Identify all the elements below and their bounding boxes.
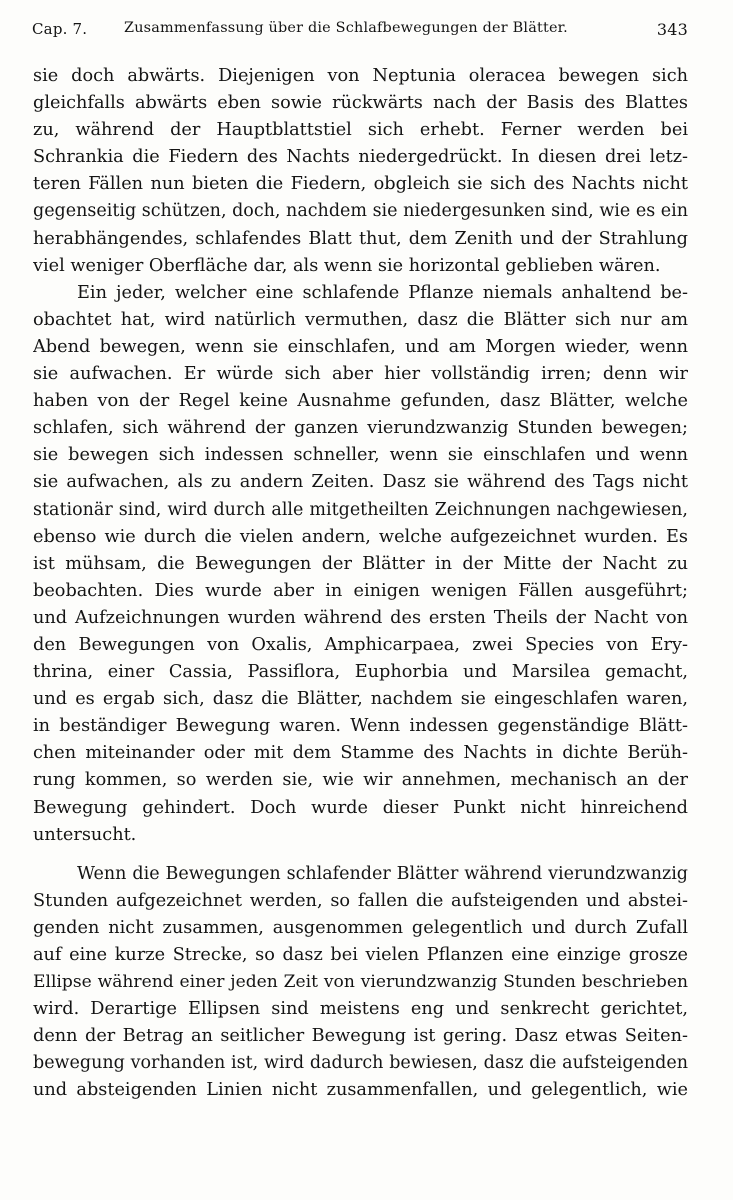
text-line: Stunden aufgezeichnet werden, so fallen die aufsteigenden und abstei- bbox=[33, 890, 688, 911]
text-line: bewegung vorhanden ist, wird dadurch bewiesen, dasz die aufsteigenden bbox=[33, 1053, 688, 1074]
text-line: Wenn die Bewegungen schlafender Blätter während vierundzwanzig bbox=[77, 863, 688, 884]
text-line: viel weniger Oberfläche dar, als wenn sie horizontal geblieben wären. bbox=[33, 255, 661, 276]
text-line: beobachten. Dies wurde aber in einigen wenigen Fällen ausgeführt; bbox=[33, 580, 688, 601]
text-line: ebenso wie durch die vielen andern, welche aufgezeichnet wurden. Es bbox=[33, 526, 688, 547]
text-line: denn der Betrag an seitlicher Bewegung ist gering. Dasz etwas Seiten- bbox=[33, 1026, 688, 1047]
text-line: Bewegung gehindert. Doch wurde dieser Punkt nicht hinreichend bbox=[33, 797, 688, 818]
text-line: chen miteinander oder mit dem Stamme des Nachts in dichte Berüh- bbox=[33, 743, 688, 764]
text-line: stationär sind, wird durch alle mitgetheilten Zeichnungen nachgewiesen, bbox=[33, 499, 688, 520]
text-line: herabhängendes, schlafendes Blatt thut, dem Zenith und der Strahlung bbox=[33, 228, 688, 249]
running-header bbox=[32, 20, 688, 46]
text-line: haben von der Regel keine Ausnahme gefunden, dasz Blätter, welche bbox=[33, 391, 688, 412]
page-number: 343 bbox=[656, 20, 688, 39]
text-line: Ein jeder, welcher eine schlafende Pflanze niemals anhaltend be- bbox=[77, 282, 688, 303]
chapter-label: Cap. 7. bbox=[32, 20, 88, 38]
body-text bbox=[33, 63, 688, 1105]
text-line: Ellipse während einer jeden Zeit von vierundzwanzig Stunden beschrieben bbox=[33, 972, 688, 993]
text-line: und absteigenden Linien nicht zusammenfallen, und gelegentlich, wie bbox=[33, 1080, 688, 1101]
text-line: gegenseitig schützen, doch, nachdem sie niedergesunken sind, wie es ein bbox=[33, 201, 688, 222]
text-line: und Aufzeichnungen wurden während des ersten Theils der Nacht von bbox=[33, 607, 688, 628]
text-line: sie aufwachen. Er würde sich aber hier vollständig irren; denn wir bbox=[33, 364, 688, 385]
text-line: sie aufwachen, als zu andern Zeiten. Dasz sie während des Tags nicht bbox=[33, 472, 688, 493]
text-line: sie bewegen sich indessen schneller, wenn sie einschlafen und wenn bbox=[33, 445, 688, 466]
text-line: wird. Derartige Ellipsen sind meistens eng und senkrecht gerichtet, bbox=[33, 999, 688, 1020]
text-line: den Bewegungen von Oxalis, Amphicarpaea, zwei Species von Ery- bbox=[33, 634, 688, 655]
text-line: thrina, einer Cassia, Passiflora, Euphorbia und Marsilea gemacht, bbox=[33, 662, 688, 683]
text-line: zu, während der Hauptblattstiel sich erhebt. Ferner werden bei bbox=[33, 120, 688, 141]
text-line: Abend bewegen, wenn sie einschlafen, und am Morgen wieder, wenn bbox=[33, 336, 688, 357]
text-line: obachtet hat, wird natürlich vermuthen, dasz die Blätter sich nur am bbox=[33, 309, 688, 330]
text-line: und es ergab sich, dasz die Blätter, nachdem sie eingeschlafen waren, bbox=[33, 689, 688, 710]
text-line: teren Fällen nun bieten die Fiedern, obgleich sie sich des Nachts nicht bbox=[33, 174, 688, 195]
text-line: auf eine kurze Strecke, so dasz bei vielen Pflanzen eine einzige grosze bbox=[33, 945, 688, 965]
running-title: Zusammenfassung über die Schlafbewegungen der Blätter. bbox=[124, 20, 568, 36]
text-line: Schrankia die Fiedern des Nachts niedergedrückt. In diesen drei letz- bbox=[33, 147, 688, 168]
text-line: in beständiger Bewegung waren. Wenn indessen gegenständige Blätt- bbox=[33, 716, 688, 737]
text-line: untersucht. bbox=[33, 824, 137, 845]
text-line: rung kommen, so werden sie, wie wir annehmen, mechanisch an der bbox=[33, 770, 688, 791]
text-line: schlafen, sich während der ganzen vierundzwanzig Stunden bewegen; bbox=[33, 418, 688, 439]
text-line: genden nicht zusammen, ausgenommen gelegentlich und durch Zufall bbox=[33, 917, 688, 938]
text-line: gleichfalls abwärts eben sowie rückwärts nach der Basis des Blattes bbox=[33, 93, 688, 114]
text-line: ist mühsam, die Bewegungen der Blätter in der Mitte der Nacht zu bbox=[33, 553, 688, 574]
text-line: sie doch abwärts. Diejenigen von Neptunia oleracea bewegen sich bbox=[33, 66, 688, 86]
